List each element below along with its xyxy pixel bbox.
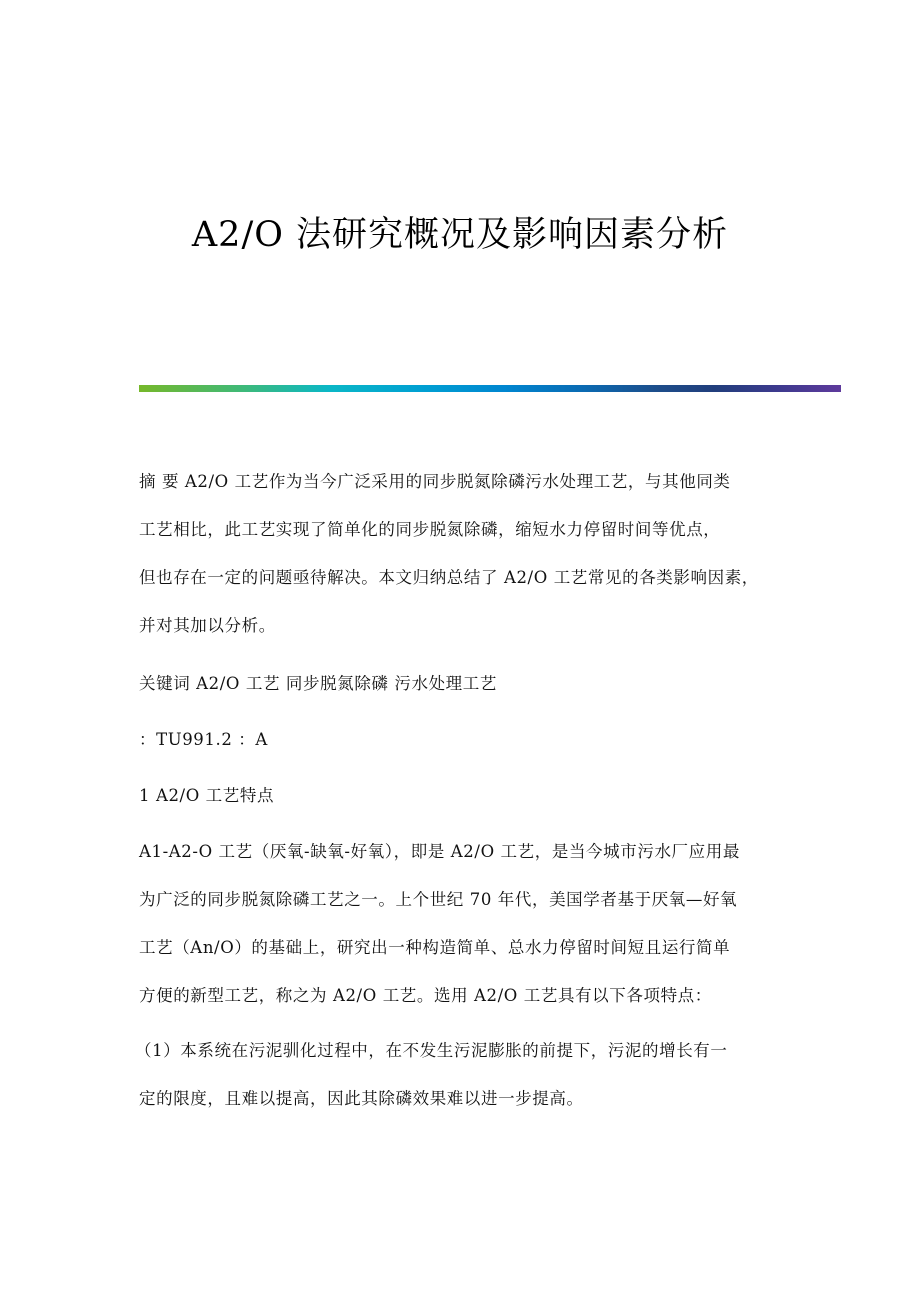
gradient-divider <box>139 385 841 392</box>
paragraph-line: 工艺（An/O）的基础上，研究出一种构造简单、总水力停留时间短且运行简单 <box>139 938 731 957</box>
document-title: A2/O 法研究概况及影响因素分析 <box>191 215 729 255</box>
abstract-line: 但也存在一定的问题亟待解决。本文归纳总结了 A2/O 工艺常见的各类影响因素， <box>139 568 759 587</box>
paragraph-line: A1-A2-O 工艺（厌氧-缺氧-好氧），即是 A2/O 工艺，是当今城市污水厂应用最 <box>139 842 740 861</box>
classification-line: ：TU991.2 ：A <box>139 730 268 749</box>
section-heading: 1 A2/O 工艺特点 <box>139 786 275 805</box>
abstract-line: 摘 要 A2/O 工艺作为当今广泛采用的同步脱氮除磷污水处理工艺，与其他同类 <box>139 472 731 491</box>
list-item-line: 定的限度，且难以提高，因此其除磷效果难以进一步提高。 <box>139 1089 584 1108</box>
keywords-line: 关键词 A2/O 工艺 同步脱氮除磷 污水处理工艺 <box>139 674 497 693</box>
abstract-line: 工艺相比，此工艺实现了简单化的同步脱氮除磷，缩短水力停留时间等优点， <box>139 520 721 539</box>
paragraph-line: 为广泛的同步脱氮除磷工艺之一。上个世纪 70 年代，美国学者基于厌氧—好氧 <box>139 890 738 909</box>
list-item-line: （1）本系统在污泥驯化过程中，在不发生污泥膨胀的前提下，污泥的增长有一 <box>135 1041 728 1060</box>
abstract-line: 并对其加以分析。 <box>139 616 276 635</box>
paragraph-line: 方便的新型工艺，称之为 A2/O 工艺。选用 A2/O 工艺具有以下各项特点： <box>139 986 712 1005</box>
